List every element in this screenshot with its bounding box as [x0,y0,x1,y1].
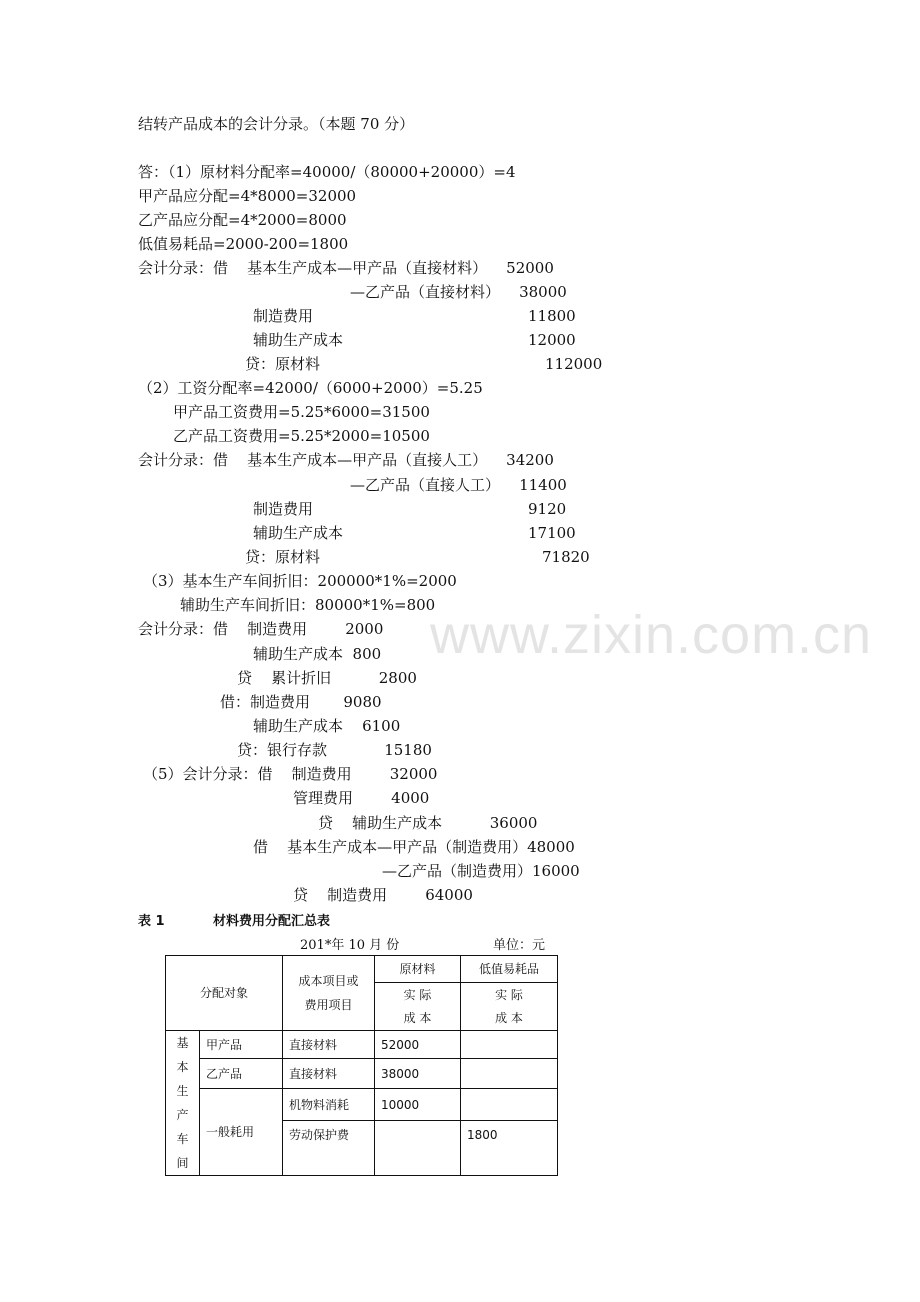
group-label [166,1031,200,1176]
row-raw: 38000 [375,1059,461,1089]
group-char: 基 [176,1036,189,1050]
text-line: —乙产品（直接材料） 38000 [350,283,567,301]
header-low-value: 低值易耗品 [461,956,558,983]
header-cost-1: 成 本 [375,1007,461,1031]
text-line: 辅助生产成本 800 [253,645,382,663]
text-line: 管理费用 4000 [293,789,430,807]
row-item: 劳动保护费 [283,1121,375,1176]
row-item: 直接材料 [283,1031,375,1059]
text-line: 辅助生产车间折旧：80000*1%=800 [180,596,436,614]
row-raw [375,1121,461,1176]
text-line: 贷 制造费用 64000 [293,886,473,904]
material-cost-table [165,955,558,1176]
text-line: 会计分录：借 制造费用 2000 [138,620,384,638]
row-low: 1800 [461,1121,558,1176]
watermark: www.zixin.com.cn [430,605,873,665]
table-label: 表 1 [138,914,165,929]
header-item [283,956,375,1031]
text-line: 甲产品工资费用=5.25*6000=31500 [173,403,430,421]
header-actual-1: 实 际 [375,983,461,1007]
table-period: 201*年 10 月 份 [300,938,400,953]
group-char: 本 [176,1060,189,1074]
group-char: 产 [176,1108,189,1122]
text-line: 乙产品应分配=4*2000=8000 [138,211,347,229]
group-char: 车 [176,1132,189,1146]
text-line: 贷：银行存款 15180 [237,741,432,759]
text-line: 71820 [542,548,590,566]
row-item: 机物料消耗 [283,1089,375,1121]
header-item-line1: 成本项目或 [298,974,359,988]
text-line: （2）工资分配率=42000/（6000+2000）=5.25 [138,379,483,397]
text-line: 辅助生产成本 [253,524,344,542]
table-caption [138,910,330,929]
text-line: （5）会计分录：借 制造费用 32000 [143,765,438,783]
text-line: 会计分录：借 基本生产成本—甲产品（直接材料） 52000 [138,259,554,277]
text-line: 贷 辅助生产成本 36000 [318,814,538,832]
text-line: 结转产品成本的会计分录。（本题 70 分） [138,115,415,133]
text-line: —乙产品（制造费用）16000 [382,862,580,880]
text-line: 贷 累计折旧 2800 [237,669,417,687]
text-line: 借：制造费用 9080 [220,693,382,711]
header-item-line2: 费用项目 [304,998,353,1012]
group-char: 生 [176,1084,189,1098]
row-object: 一般耗用 [200,1089,283,1176]
group-char: 间 [176,1156,189,1170]
row-low [461,1031,558,1059]
row-item: 直接材料 [283,1059,375,1089]
text-line: 辅助生产成本 6100 [253,717,401,735]
text-line: 贷：原材料 [245,548,321,566]
header-cost-2: 成 本 [461,1007,558,1031]
text-line: 112000 [545,355,603,373]
text-line: 会计分录：借 基本生产成本—甲产品（直接人工） 34200 [138,451,554,469]
text-line: （3）基本生产车间折旧：200000*1%=2000 [143,572,457,590]
text-line: 乙产品工资费用=5.25*2000=10500 [173,427,430,445]
row-low [461,1059,558,1089]
text-line: 低值易耗品=2000-200=1800 [138,235,349,253]
table-title: 材料费用分配汇总表 [213,914,331,929]
text-line: —乙产品（直接人工） 11400 [350,476,567,494]
table-unit: 单位：元 [493,938,546,953]
text-line: 9120 [528,500,567,518]
row-raw: 10000 [375,1089,461,1121]
text-line: 11800 [528,307,576,325]
text-line: 借 基本生产成本—甲产品（制造费用）48000 [253,838,575,856]
row-low [461,1089,558,1121]
text-line: 制造费用 [253,500,314,518]
header-object: 分配对象 [166,956,283,1031]
row-object: 乙产品 [200,1059,283,1089]
text-line: 17100 [528,524,576,542]
row-object: 甲产品 [200,1031,283,1059]
header-raw-material: 原材料 [375,956,461,983]
text-line: 贷：原材料 [245,355,321,373]
row-raw: 52000 [375,1031,461,1059]
text-line: 答：（1）原材料分配率=40000/（80000+20000）=4 [138,163,516,181]
text-line: 制造费用 [253,307,314,325]
text-line: 12000 [528,331,576,349]
text-line: 辅助生产成本 [253,331,344,349]
header-actual-2: 实 际 [461,983,558,1007]
text-line: 甲产品应分配=4*8000=32000 [138,187,357,205]
